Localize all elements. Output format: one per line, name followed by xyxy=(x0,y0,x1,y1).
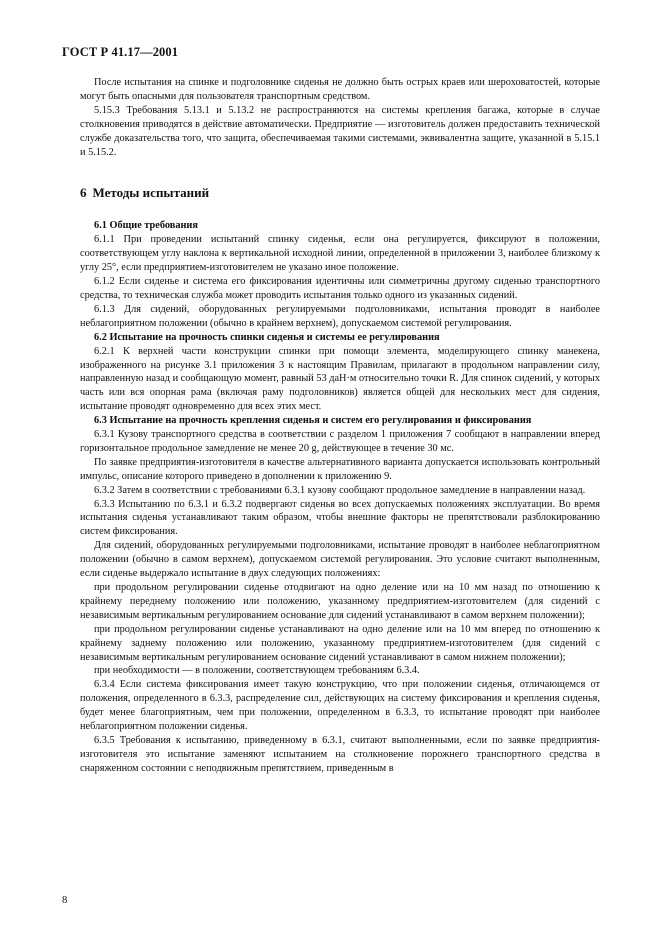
paragraph: 6.3.3 Испытанию по 6.3.1 и 6.3.2 подвергают сиденья во всех допускаемых положениях эксплуатации. Во время испытания сиденья устанавливают таким образом, чтобы внешние факторы не препятствовали разблокированию систем фиксирования. xyxy=(80,498,600,538)
paragraph: 6.2.1 К верхней части конструкции спинки при помощи элемента, моделирующего спинку манекена, изображенного на рисунке 3.1 приложения 3 к настоящим Правилам, прилагают в продольном направлении силу, направленную назад и сообщающую момент, равный 53 даН·м относительно точки R. Для спинок сидений, у которых часть или вся опорная рама (включая раму подголовников) является общей для нескольких мест для сидения, испытание проводят одновременно для всех этих мест. xyxy=(80,345,600,413)
subsection-title: 6.3 Испытание на прочность крепления сиденья и систем его регулирования и фиксирования xyxy=(94,415,532,427)
subsection-title: 6.2 Испытание на прочность спинки сиденья и системы ее регулирования xyxy=(94,331,440,343)
paragraph: при продольном регулировании сиденье отодвигают на одно деление или на 10 мм назад по отношению к крайнему переднему положению или положению, указанному предприятием-изготовителем (для сидений с независимым вертикальным регулированием основание для сидений устанавливают в самом верхнем положении); xyxy=(80,582,600,621)
section-heading xyxy=(80,185,600,201)
section-title: Методы испытаний xyxy=(92,185,210,201)
subsection-title: 6.1 Общие требования xyxy=(94,220,198,232)
paragraph: при необходимости — в положении, соответствующем требованиям 6.3.4. xyxy=(94,665,420,677)
paragraph: 6.3.5 Требования к испытанию, приведенному в 6.3.1, считают выполненными, если по заявке предприятия-изготовителя это испытание заменяют испытанием на столкновение порожнего транспортного средства в снаряженном состоянии с неподвижным препятствием, приведенным в xyxy=(80,734,600,774)
document-body xyxy=(80,76,600,776)
paragraph: 5.15.3 Требования 5.13.1 и 5.13.2 не распространяются на системы крепления багажа, которые в случае столкновения приводятся в действие автоматически. Предприятие — изготовитель должен предоставить технической службе доказательства того, что защита, обеспечиваемая такими системами, эквивалентна защите, указанной в 5.15.1 и 5.15.2. xyxy=(80,104,600,158)
paragraph: По заявке предприятия-изготовителя в качестве альтернативного варианта допускается использовать контрольный импульс, описание которого приведено в дополнении к приложению 9. xyxy=(80,456,600,482)
page-number: 8 xyxy=(62,895,68,906)
paragraph: 6.3.4 Если система фиксирования имеет такую конструкцию, что при положении сиденья, отличающемся от положения, определенного в 6.3.3, распределение сил, действующих на систему фиксирования и крепления сиденья, будет менее благоприятным, чем при положении, определенном в 6.3.3, то испытание проводят при наиболее неблагоприятном положении сиденья. xyxy=(80,679,600,733)
paragraph: при продольном регулировании сиденье устанавливают на одно деление или на 10 мм вперед по отношению к крайнему заднему положению или положению, указанному предприятием-изготовителем (для сидений с независимым вертикальным регулированием основание сидений устанавливают в самом нижнем положении); xyxy=(80,623,600,663)
section-number: 6 xyxy=(80,185,87,201)
document-header: ГОСТ Р 41.17—2001 xyxy=(62,45,179,59)
paragraph: 6.1.2 Если сиденье и система его фиксирования идентичны или симметричны другому сиденью транспортного средства, то техническая служба может проводить испытания только одного из указанных сидений. xyxy=(80,276,600,301)
paragraph: 6.3.2 Затем в соответствии с требованиями 6.3.1 кузову сообщают продольное замедление в направлении назад. xyxy=(94,484,586,496)
paragraph: Для сидений, оборудованных регулируемыми подголовниками, испытание проводят в наиболее неблагоприятном положении (обычно в самом верхнем), допускаемом системой регулирования. Это условие считают выполненным, если сиденье выдержало испытание в двух следующих положениях: xyxy=(80,540,600,580)
paragraph: 6.3.1 Кузову транспортного средства в соответствии с разделом 1 приложения 7 сообщают в направлении вперед горизонтальное продольное замедление не менее 20 g, действующее в течение 30 мс. xyxy=(80,429,600,454)
paragraph: 6.1.3 Для сидений, оборудованных регулируемыми подголовниками, испытания проводят в наиболее неблагоприятном положении (обычно в крайнем верхнем), допускаемом системой регулирования. xyxy=(80,303,600,329)
paragraph: После испытания на спинке и подголовнике сиденья не должно быть острых краев или шероховатостей, которые могут быть опасными для пользователя транспортным средством. xyxy=(80,77,600,102)
paragraph: 6.1.1 При проведении испытаний спинку сиденья, если она регулируется, фиксируют в положении, соответствующем углу наклона к вертикальной исходной линии, определенной в приложении 3, наиболее близкому к углу 25°, если предприятием-изготовителем не указано иное положение. xyxy=(80,234,600,274)
